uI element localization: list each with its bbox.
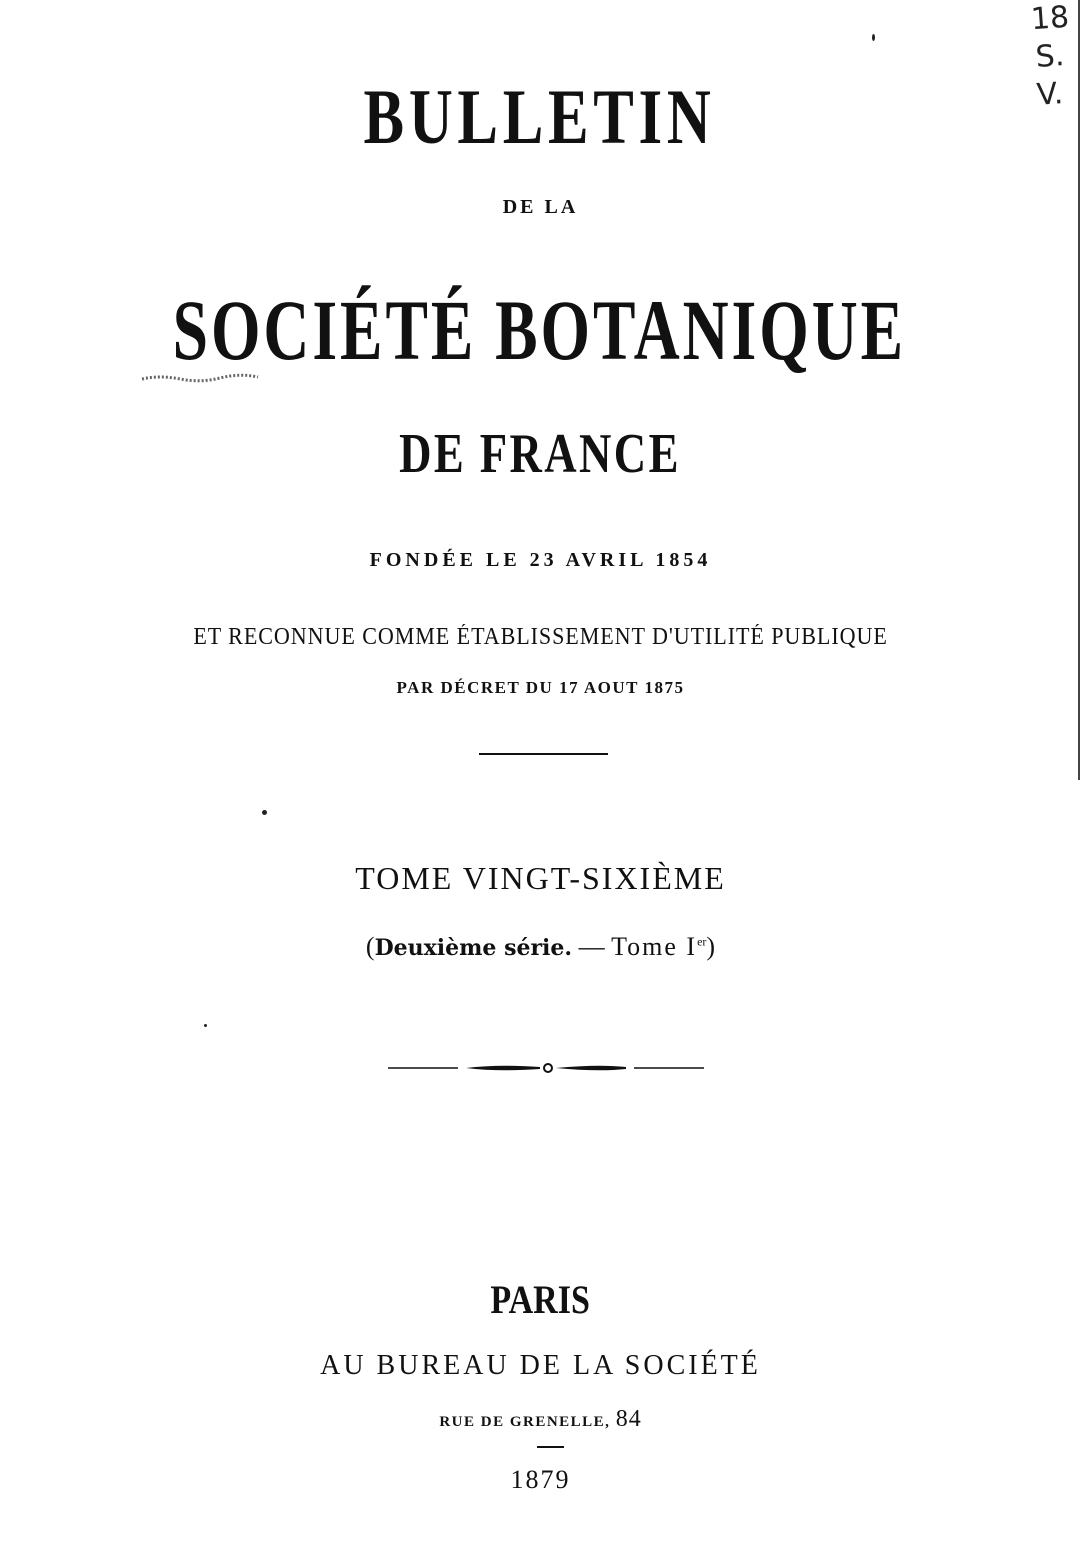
ink-smudge bbox=[140, 372, 260, 384]
volume-heading: TOME VINGT-SIXIÈME bbox=[355, 860, 726, 896]
print-speck bbox=[204, 1024, 207, 1027]
shelfmark-line-2: S. bbox=[1034, 38, 1066, 75]
series-close-paren: ) bbox=[706, 932, 716, 961]
series-superscript: er bbox=[697, 934, 707, 949]
series-tome: Tome I bbox=[611, 932, 698, 961]
address-street: RUE DE GRENELLE, bbox=[439, 1414, 611, 1430]
address-number: 84 bbox=[615, 1406, 642, 1432]
address-line bbox=[0, 1406, 1081, 1433]
print-speck bbox=[872, 34, 875, 41]
country-heading: DE FRANCE bbox=[399, 423, 681, 485]
bulletin-title: BULLETIN bbox=[363, 73, 716, 160]
founded-line: FONDÉE LE 23 AVRIL 1854 bbox=[369, 549, 712, 571]
print-speck bbox=[262, 810, 267, 815]
shelfmark-line-1: 18 bbox=[1029, 0, 1071, 38]
series-open-paren: ( bbox=[365, 932, 375, 961]
small-rule bbox=[537, 1446, 564, 1448]
recognition-line: ET RECONNUE COMME ÉTABLISSEMENT D'UTILITÉ PUBLIQUE bbox=[193, 624, 888, 650]
decree-line: PAR DÉCRET DU 17 AOUT 1875 bbox=[396, 678, 685, 697]
publication-year: 1879 bbox=[510, 1465, 571, 1494]
series-label: Deuxième série. bbox=[374, 935, 573, 961]
de-la-subtitle: DE LA bbox=[502, 196, 579, 218]
series-line bbox=[0, 932, 1081, 962]
handwritten-shelfmark bbox=[1020, 0, 1080, 114]
series-dash: — bbox=[572, 932, 612, 961]
city-heading: PARIS bbox=[490, 1277, 590, 1322]
society-name: SOCIÉTÉ BOTANIQUE bbox=[172, 282, 907, 378]
page-edge-line bbox=[1078, 0, 1080, 780]
publisher-line: AU BUREAU DE LA SOCIÉTÉ bbox=[320, 1350, 761, 1381]
shelfmark-line-3: V. bbox=[1035, 76, 1065, 113]
divider-rule bbox=[479, 753, 608, 755]
ornamental-divider bbox=[388, 1058, 704, 1078]
